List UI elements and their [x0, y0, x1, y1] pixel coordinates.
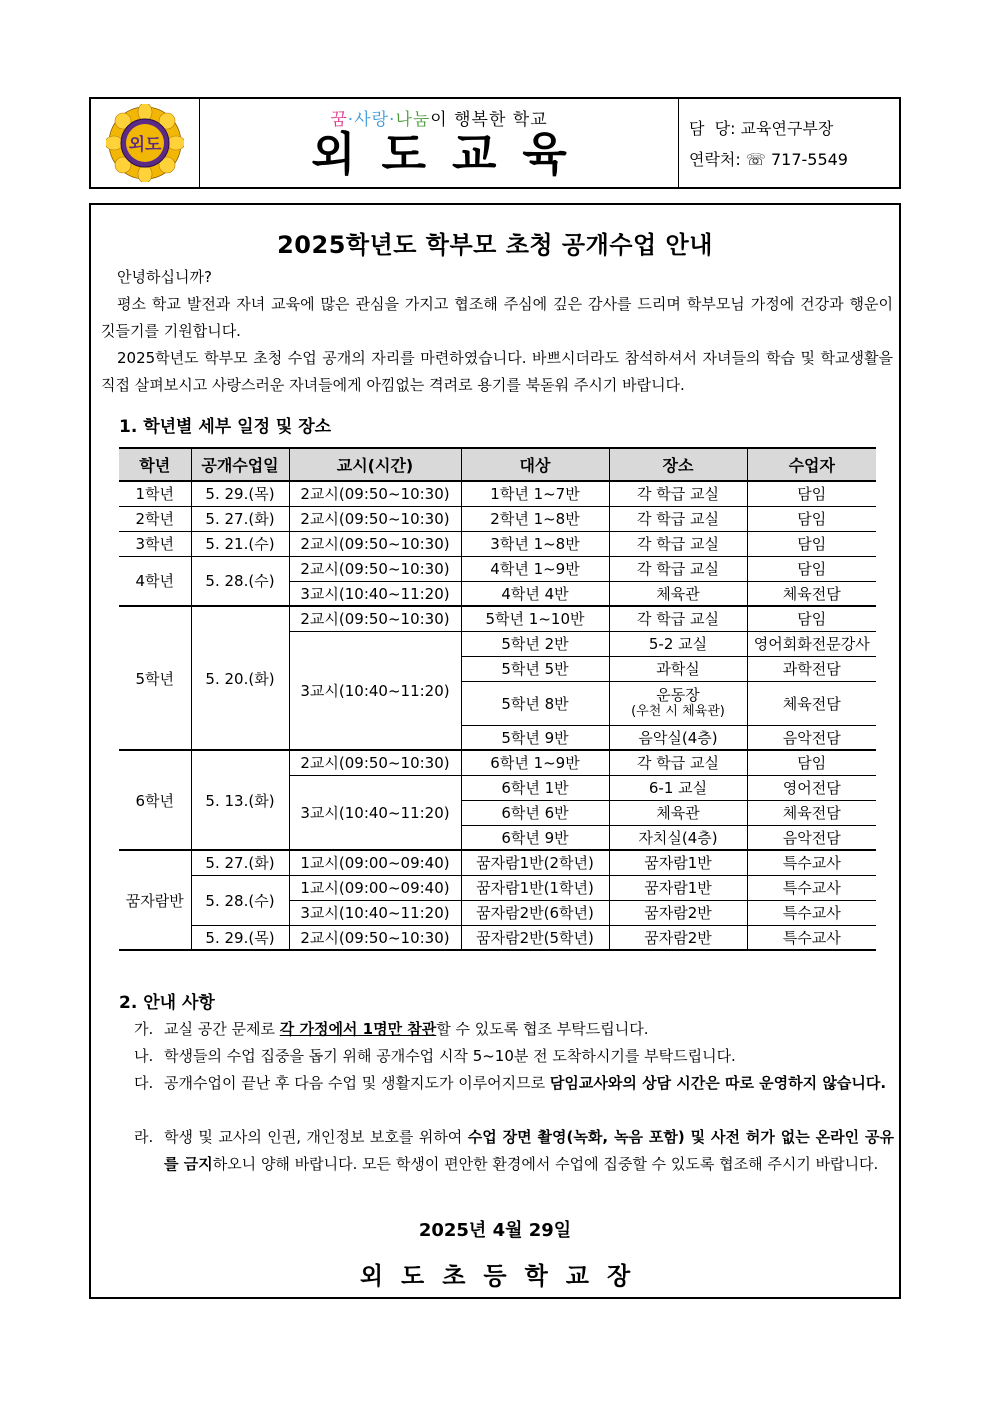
cell-date: 5. 29.(목)	[191, 925, 289, 950]
header-period: 교시(시간)	[289, 448, 461, 481]
greeting-text: 안녕하십니까?	[117, 268, 212, 286]
cell-target: 꿈자람2반(6학년)	[461, 900, 609, 925]
cell-target: 5학년 1~10반	[461, 606, 609, 631]
cell-place: 각 학급 교실	[609, 531, 747, 556]
cell-period: 1교시(09:00~09:40)	[289, 875, 461, 900]
cell-date: 5. 29.(목)	[191, 481, 289, 506]
cell-place: 5-2 교실	[609, 631, 747, 656]
cell-target: 꿈자람1반(1학년)	[461, 875, 609, 900]
header-target: 대상	[461, 448, 609, 481]
cell-date: 5. 21.(수)	[191, 531, 289, 556]
slogan-word-share: 나눔	[395, 110, 431, 131]
cell-date: 5. 20.(화)	[191, 606, 289, 750]
cell-period: 3교시(10:40~11:20)	[289, 581, 461, 606]
cell-place: 체육관	[609, 581, 747, 606]
notice-marker: 가.	[134, 1020, 154, 1038]
notice-text	[134, 1070, 894, 1097]
cell-target: 6학년 1~9반	[461, 750, 609, 775]
notice-item	[134, 1043, 894, 1070]
cell-grade: 1학년	[119, 481, 191, 506]
cell-period: 3교시(10:40~11:20)	[289, 900, 461, 925]
notice-item	[134, 1070, 894, 1097]
cell-place: 자치실(4층)	[609, 825, 747, 850]
notice-item	[134, 1016, 894, 1043]
cell-date: 5. 28.(수)	[191, 875, 289, 925]
table-row	[119, 556, 876, 581]
cell-target: 6학년 6반	[461, 800, 609, 825]
paragraph-1-text: 평소 학교 발전과 자녀 교육에 많은 관심을 가지고 협조해 주심에 깊은 감사를 드리며 학부모님 가정에 건강과 행운이 깃들기를 기원합니다.	[101, 295, 893, 340]
cell-date: 5. 27.(화)	[191, 506, 289, 531]
cell-place: 꿈자람2반	[609, 900, 747, 925]
contact-manager	[689, 113, 899, 144]
cell-teacher: 특수교사	[747, 925, 876, 950]
signer: 외도초등학교장	[359, 1262, 649, 1290]
cell-period: 2교시(09:50~10:30)	[289, 506, 461, 531]
notice-marker: 나.	[134, 1047, 154, 1065]
cell-target: 4학년 4반	[461, 581, 609, 606]
notice-text-part: 학생 및 교사의 인권, 개인정보 보호를 위하여	[164, 1128, 468, 1146]
cell-grade: 6학년	[119, 750, 191, 850]
cell-period: 1교시(09:00~09:40)	[289, 850, 461, 875]
cell-target: 4학년 1~9반	[461, 556, 609, 581]
cell-teacher: 담임	[747, 506, 876, 531]
notice-emphasis: 담임교사와의 상담 시간은 따로 운영하지 않습니다.	[549, 1074, 887, 1092]
phone-value: ☏ 717-5549	[745, 150, 848, 169]
newsletter-header	[89, 97, 901, 189]
cell-teacher: 담임	[747, 606, 876, 631]
contact-info	[679, 99, 899, 187]
letter-body	[89, 203, 901, 1299]
notice-text	[134, 1124, 894, 1178]
notice-marker: 다.	[134, 1074, 154, 1092]
header-teacher: 수업자	[747, 448, 876, 481]
cell-period: 2교시(09:50~10:30)	[289, 925, 461, 950]
notice-text-part: 공개수업이 끝난 후 다음 수업 및 생활지도가 이루어지므로	[164, 1074, 550, 1092]
cell-grade: 4학년	[119, 556, 191, 606]
slogan-word-love: ·사랑·	[347, 110, 396, 131]
contact-phone	[689, 144, 899, 175]
cell-teacher: 음악전담	[747, 825, 876, 850]
cell-period: 2교시(09:50~10:30)	[289, 750, 461, 775]
cell-place	[609, 681, 747, 725]
table-row	[119, 481, 876, 506]
cell-grade: 3학년	[119, 531, 191, 556]
cell-place: 꿈자람2반	[609, 925, 747, 950]
document-title: 2025학년도 학부모 초청 공개수업 안내	[277, 231, 713, 259]
cell-grade: 2학년	[119, 506, 191, 531]
notice-text-part: 할 수 있도록 협조 부탁드립니다.	[436, 1020, 649, 1038]
manager-label: 담 당:	[689, 119, 736, 138]
table-row	[119, 606, 876, 631]
table-row	[119, 875, 876, 900]
notice-marker: 라.	[134, 1128, 154, 1146]
header-date: 공개수업일	[191, 448, 289, 481]
cell-period: 3교시(10:40~11:20)	[289, 631, 461, 750]
cell-period: 2교시(09:50~10:30)	[289, 531, 461, 556]
place-main: 운동장	[656, 686, 700, 704]
cell-target: 3학년 1~8반	[461, 531, 609, 556]
cell-period: 2교시(09:50~10:30)	[289, 606, 461, 631]
cell-target: 6학년 1반	[461, 775, 609, 800]
cell-grade: 5학년	[119, 606, 191, 750]
cell-place: 6-1 교실	[609, 775, 747, 800]
cell-place: 각 학급 교실	[609, 506, 747, 531]
cell-target: 꿈자람2반(5학년)	[461, 925, 609, 950]
cell-target: 1학년 1~7반	[461, 481, 609, 506]
cell-period: 2교시(09:50~10:30)	[289, 481, 461, 506]
cell-place: 꿈자람1반	[609, 875, 747, 900]
cell-grade: 꿈자람반	[119, 850, 191, 950]
cell-target: 5학년 9반	[461, 725, 609, 750]
notice-emphasis: 각 가정에서 1명만 참관	[279, 1020, 437, 1038]
cell-teacher: 특수교사	[747, 850, 876, 875]
cell-teacher: 특수교사	[747, 900, 876, 925]
cell-teacher: 영어전담	[747, 775, 876, 800]
slogan-rest: 이 행복한 학교	[430, 110, 548, 131]
slogan-word-dream: 꿈	[330, 110, 348, 131]
document-date: 2025년 4월 29일	[418, 1220, 572, 1241]
cell-place: 음악실(4층)	[609, 725, 747, 750]
cell-target: 5학년 8반	[461, 681, 609, 725]
cell-teacher: 담임	[747, 481, 876, 506]
table-row	[119, 850, 876, 875]
cell-target: 2학년 1~8반	[461, 506, 609, 531]
table-row	[119, 925, 876, 950]
newsletter-masthead	[200, 99, 679, 187]
cell-place: 꿈자람1반	[609, 850, 747, 875]
cell-period: 3교시(10:40~11:20)	[289, 775, 461, 850]
cell-place: 각 학급 교실	[609, 556, 747, 581]
cell-teacher: 특수교사	[747, 875, 876, 900]
greeting	[101, 264, 893, 291]
cell-date: 5. 27.(화)	[191, 850, 289, 875]
paragraph-2	[101, 345, 893, 399]
table-header-row	[119, 448, 876, 481]
cell-target: 꿈자람1반(2학년)	[461, 850, 609, 875]
cell-place: 각 학급 교실	[609, 750, 747, 775]
header-place: 장소	[609, 448, 747, 481]
schedule-table	[119, 447, 876, 951]
cell-date: 5. 13.(화)	[191, 750, 289, 850]
notice-emphasis: 수업 장면 촬영(녹화, 녹음 포함) 및 사전 허가 없는 온라인 공유를 금지	[164, 1128, 894, 1173]
cell-place: 각 학급 교실	[609, 481, 747, 506]
logo-text: 외도	[128, 135, 162, 155]
section-1-heading: 1. 학년별 세부 일정 및 장소	[119, 417, 332, 437]
cell-teacher: 음악전담	[747, 725, 876, 750]
cell-place: 체육관	[609, 800, 747, 825]
manager-value: 교육연구부장	[740, 119, 834, 138]
cell-target: 5학년 2반	[461, 631, 609, 656]
cell-teacher: 담임	[747, 531, 876, 556]
cell-teacher: 담임	[747, 556, 876, 581]
cell-teacher: 체육전담	[747, 800, 876, 825]
notice-text	[134, 1016, 894, 1043]
cell-target: 6학년 9반	[461, 825, 609, 850]
newsletter-title: 외도교육	[311, 127, 593, 182]
place-note: (우천 시 체육관)	[631, 704, 725, 719]
paragraph-2-text: 2025학년도 학부모 초청 수업 공개의 자리를 마련하였습니다. 바쁘시더라도 참석하셔서 자녀들의 학습 및 학교생활을 직접 살펴보시고 사랑스러운 자녀들에게 아낌없는 격려로 용기를 북돋워 주시기 바랍니다.	[101, 349, 893, 394]
cell-teacher: 영어회화전문강사	[747, 631, 876, 656]
notice-text	[134, 1043, 894, 1070]
notice-text-part: 하오니 양해 바랍니다. 모든 학생이 편안한 환경에서 수업에 집중할 수 있도록 협조해 주시기 바랍니다.	[212, 1155, 879, 1173]
phone-label: 연락처:	[689, 150, 741, 169]
notice-item	[134, 1124, 894, 1178]
cell-place: 각 학급 교실	[609, 606, 747, 631]
notice-text-part: 학생들의 수업 집중을 돕기 위해 공개수업 시작 5~10분 전 도착하시기를 부탁드립니다.	[164, 1047, 736, 1065]
cell-target: 5학년 5반	[461, 656, 609, 681]
table-row	[119, 750, 876, 775]
cell-place: 과학실	[609, 656, 747, 681]
cell-teacher: 담임	[747, 750, 876, 775]
paragraph-1	[101, 291, 893, 345]
cell-date: 5. 28.(수)	[191, 556, 289, 606]
notice-text-part: 교실 공간 문제로	[164, 1020, 280, 1038]
cell-teacher: 과학전담	[747, 656, 876, 681]
section-2-heading: 2. 안내 사항	[119, 993, 215, 1013]
header-grade: 학년	[119, 448, 191, 481]
school-emblem-icon	[106, 104, 184, 182]
cell-teacher: 체육전담	[747, 681, 876, 725]
school-logo	[91, 99, 200, 187]
cell-teacher: 체육전담	[747, 581, 876, 606]
cell-period: 2교시(09:50~10:30)	[289, 556, 461, 581]
table-row	[119, 531, 876, 556]
table-row	[119, 506, 876, 531]
